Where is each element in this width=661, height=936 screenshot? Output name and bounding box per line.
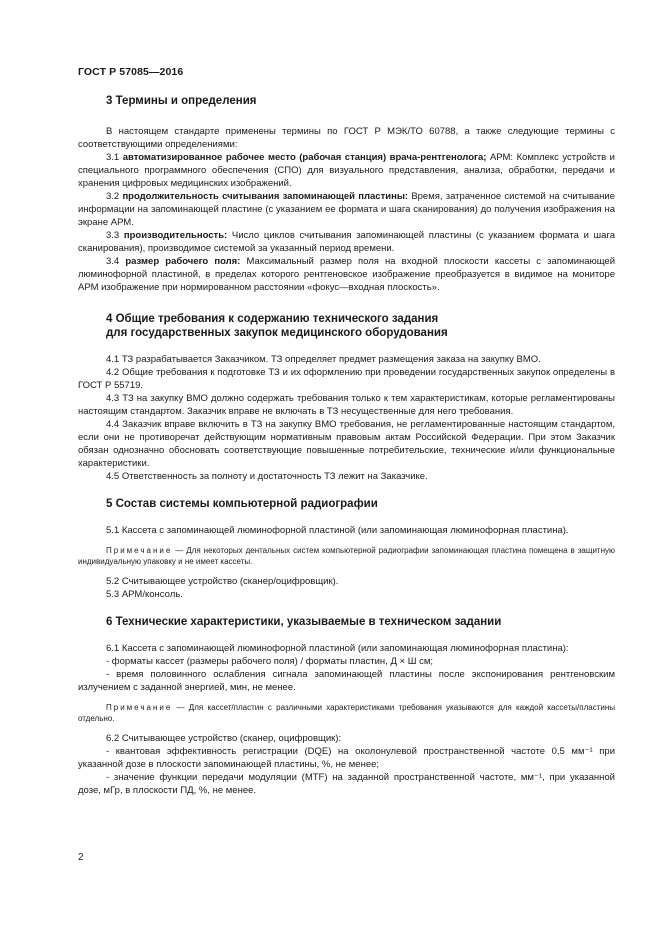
note-6 [78, 702, 615, 724]
term-number: 3.3 [106, 230, 124, 241]
list-item: - время половинного ослабления сигнала запоминающей пластины после экспонирования рентгеновским излучением с заданной энергией, мин, не менее. [78, 669, 615, 693]
section-4-title-line-2: для государственных закупок медицинского оборудования [106, 327, 448, 339]
note-5 [78, 545, 615, 567]
page-number: 2 [78, 852, 84, 863]
clause-6-2: 6.2 Считывающее устройство (сканер, оцифровщик): [106, 733, 342, 744]
section-3-title: 3 Термины и определения [106, 95, 257, 107]
section-4-title-line-1: 4 Общие требования к содержанию технического задания [106, 313, 439, 325]
term-name: автоматизированное рабочее место (рабочая станция) врача-рентгенолога; [122, 152, 487, 163]
term-number: 3.1 [106, 152, 123, 163]
note-label: Примечание [106, 703, 173, 712]
term-definition: Время, затраченное системой на считывание информации на запоминающей пластине (с указанием ее формата и шага сканирования) до получения изображения на экране АРМ. [78, 191, 615, 228]
term-3-3 [78, 229, 615, 255]
term-definition: Число циклов считывания запоминающей пластины (с указанием формата и шага сканирования), производимое системой за указанный период времени. [78, 230, 615, 254]
section-3-intro: В настоящем стандарте применены термины по ГОСТ Р МЭК/ТО 60788, а также следующие термины с соответствующими определениями: [78, 126, 615, 150]
section-5-title: 5 Состав системы компьютерной радиографии [106, 498, 378, 510]
clause-4-3: 4.3 ТЗ на закупку ВМО должно содержать требования только к тем характеристикам, которые регламентированы настоящим стандартом. Заказчик вправе не включать в ТЗ несущественные для него требования. [78, 393, 615, 417]
document-header: ГОСТ Р 57085—2016 [78, 66, 184, 78]
term-3-1 [78, 151, 615, 190]
section-4-title [78, 312, 615, 340]
term-3-4 [78, 255, 615, 294]
clause-4-1: 4.1 ТЗ разрабатывается Заказчиком. ТЗ определяет предмет размещения заказа на закупку ВМО. [106, 354, 541, 365]
clause-5-2: 5.2 Считывающее устройство (сканер/оцифровщик). [106, 576, 339, 587]
note-label: Примечание [106, 546, 173, 555]
term-name: производительность: [123, 230, 228, 241]
note-text: — Для некоторых дентальных систем компьютерной радиографии запоминающая пластина помещена в защитную индивидуальную упаковку и не имеет кассеты. [78, 546, 615, 566]
term-number: 3.4 [106, 256, 126, 267]
clause-5-1: 5.1 Кассета с запоминающей люминофорной пластиной (или запоминающая люминофорная пластина). [106, 525, 569, 536]
section-6-title: 6 Технические характеристики, указываемые в техническом задании [106, 616, 502, 628]
term-name: размер рабочего поля: [125, 256, 241, 267]
term-3-2 [78, 190, 615, 229]
clause-4-2: 4.2 Общие требования к подготовке ТЗ и их оформлению при проведении государственных закупок определены в ГОСТ Р 55719. [78, 367, 615, 391]
clause-4-4: 4.4 Заказчик вправе включить в ТЗ на закупку ВМО требования, не регламентированные настоящим стандартом, если они не противоречат действующим нормативным правовым актам Российской Федерации. При этом Заказчик обязан однозначно обосновать соответствующие повышенные потребительские, технические и/или функциональные характеристики. [78, 419, 615, 469]
term-definition: АРМ: Комплекс устройств и специального программного обеспечения (СПО) для визуального представления, анализа, обработки, передачи и хранения цифровых медицинских изображений. [78, 152, 615, 189]
term-definition: Максимальный размер поля на входной плоскости кассеты с запоминающей люминофорной пластиной, в пределах которого рентгеновское изображение преобразуется в видимое на мониторе АРМ изображение при нормированном расстоянии «фокус—входная плоскость». [78, 256, 616, 293]
list-item: - значение функции передачи модуляции (MTF) на заданной пространственной частоте, мм⁻¹, при указанной дозе, мГр, в плоскости ПД, %, не менее. [78, 772, 615, 796]
clause-5-3: 5.3 АРМ/консоль. [106, 589, 183, 600]
clause-6-1: 6.1 Кассета с запоминающей люминофорной пластиной (или запоминающая люминофорная пластина): [106, 643, 569, 654]
clause-4-5: 4.5 Ответственность за полноту и достаточность ТЗ лежит на Заказчике. [106, 471, 428, 482]
term-name: продолжительность считывания запоминающей пластины: [122, 191, 409, 202]
note-text: — Для кассет/пластин с различными характеристиками требования указываются для каждой кассеты/пластины отдельно. [78, 703, 615, 723]
term-number: 3.2 [106, 191, 123, 202]
list-item: - квантовая эффективность регистрации (DQE) на околонулевой пространственной частоте 0,5 мм⁻¹ при указанной дозе в плоскости запоминающей пластины, %, не менее; [78, 746, 615, 770]
list-item: - форматы кассет (размеры рабочего поля) / форматы пластин, Д × Ш см; [106, 656, 433, 667]
document-body [78, 92, 615, 797]
